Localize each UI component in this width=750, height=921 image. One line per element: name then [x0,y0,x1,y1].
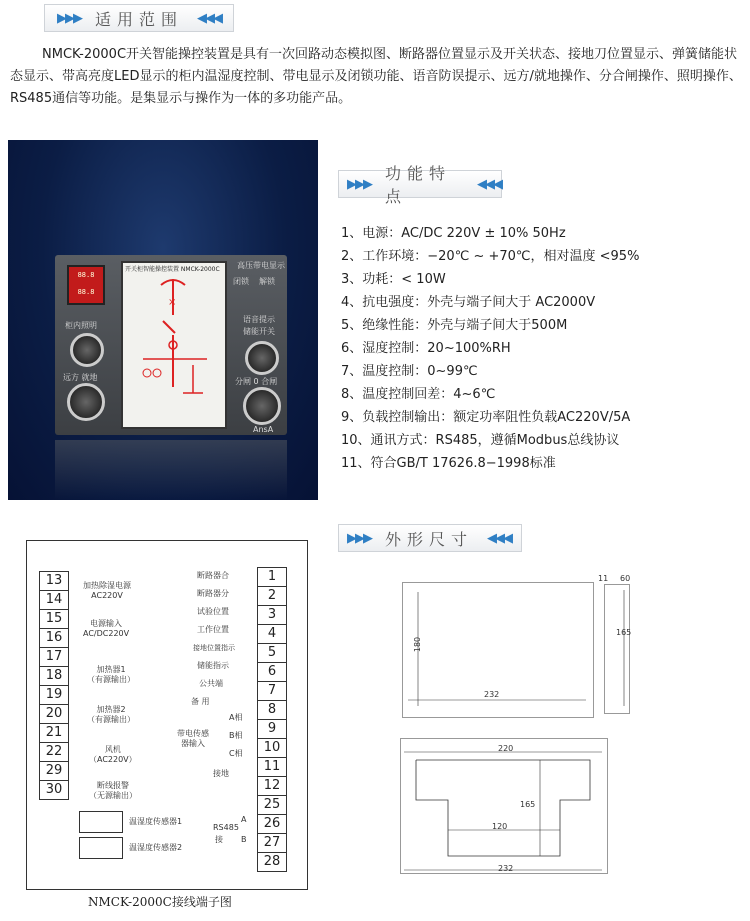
ground-position-label: 接地位置指示 [193,644,235,652]
terminal: 17 [40,648,68,667]
terminal: 6 [258,663,286,682]
lock-label: 闭锁 [233,277,249,286]
scope-header [44,4,234,32]
cutout-outline [400,738,608,874]
energy-knob [245,341,279,375]
terminal: 11 [258,758,286,777]
voice-prompt-label: 语音提示 [243,315,275,324]
side-height-dim: 165 [616,628,632,637]
lighting-knob-label: 柜内照明 [65,321,97,330]
side-thickness2-dim: 60 [620,574,631,583]
cutout-inner-dim: 120 [492,822,508,831]
spec-item: 9、负载控制输出：额定功率阻性负载AC220V/5A [341,410,631,425]
terminal: 8 [258,701,286,720]
spec-item: 11、符合GB/T 17626.8−1998标准 [341,456,556,471]
sensor-input-label: 带电传感 器输入 [177,729,209,748]
live-indicator-label: 高压带电显示 [237,261,285,270]
spec-item: 4、抗电强度：外壳与端子间大于 AC2000V [341,295,596,310]
temp-humidity-display: 88.8 88.8 [67,265,105,305]
triple-arrow-right-icon: ▶▶▶ [57,10,81,26]
rs485-label: RS485 [213,823,239,832]
spare-label: 备 用 [191,697,210,706]
terminal: 2 [258,587,286,606]
front-width-dim: 232 [484,690,500,699]
mimic-diagram-graphic [123,275,225,425]
spec-item: 3、功耗：< 10W [341,272,446,287]
terminal: 19 [40,686,68,705]
heater-power-label: 加热除湿电源 AC220V [83,581,131,600]
power-input-label: 电源输入 AC/DC220V [83,619,130,638]
terminal: 4 [258,625,286,644]
rs485-a-label: A [241,815,247,824]
right-terminal-column [257,567,287,872]
test-position-label: 试验位置 [197,607,229,616]
phase-a-label: A相 [229,713,243,722]
open-close-label: 分闸 0 合闸 [235,377,278,386]
terminal: 21 [40,724,68,743]
terminal: 7 [258,682,286,701]
terminal: 18 [40,667,68,686]
lighting-knob [70,333,104,367]
terminal: 28 [258,853,286,872]
sensor1-connector [79,811,123,833]
device-panel [55,255,287,435]
brand-label: AnsA [253,425,274,434]
side-thickness1-dim: 11 [598,574,609,583]
common-terminal-label: 公共端 [199,679,223,688]
cutout-height-dim: 165 [520,800,536,809]
terminal: 14 [40,591,68,610]
spec-item: 1、电源：AC/DC 220V ± 10% 50Hz [341,226,566,241]
broken-line-alarm-label: 断线报警 （无源输出） [89,781,137,800]
spec-item: 7、温度控制：0~99℃ [341,364,478,379]
dims-header [338,524,522,552]
terminal: 20 [40,705,68,724]
features-header [338,164,502,206]
terminal: 10 [258,739,286,758]
spec-item: 10、通讯方式：RS485，遵循Modbus总线协议 [341,433,620,448]
work-position-label: 工作位置 [197,625,229,634]
side-outline [604,584,630,714]
panel-reflection [55,440,287,500]
svg-text:×: × [168,297,177,308]
terminal: 5 [258,644,286,663]
terminal: 22 [40,743,68,762]
terminal: 12 [258,777,286,796]
cutout-bottom-dim: 232 [498,864,514,873]
terminal: 13 [40,572,68,591]
phase-b-label: B相 [229,731,243,740]
screen-title: 开关柜智能操控装置 NMCK-2000C [125,266,220,273]
wiring-caption: NMCK-2000C接线端子图 [88,895,232,909]
dims-title: 外形尺寸 [385,529,474,549]
heater1-label: 加热器1 （有源输出） [87,665,135,684]
spec-item: 8、温度控制回差：4~6℃ [341,387,496,402]
fan-label: 风机 （AC220V） [89,745,137,764]
phase-c-label: C相 [229,749,243,758]
terminal: 29 [40,762,68,781]
terminal: 26 [258,815,286,834]
terminal: 15 [40,610,68,629]
cutout-top-dim: 220 [498,744,514,753]
rs485-b-label: B [241,835,247,844]
triple-arrow-left-icon: ◀◀◀ [477,176,501,192]
remote-local-label: 远方 就地 [63,373,98,382]
triple-arrow-left-icon: ◀◀◀ [487,530,512,546]
remote-local-knob [67,383,105,421]
features-title: 功能特点 [385,164,452,206]
sensor2-label: 温湿度传感器2 [129,843,183,852]
terminal: 27 [258,834,286,853]
spec-item: 5、绝缘性能：外壳与端子间大于500M [341,318,568,333]
spec-list [341,222,639,475]
sensor2-connector [79,837,123,859]
triple-arrow-right-icon: ▶▶▶ [347,176,371,192]
breaker-open-label: 断路器分 [197,589,229,598]
energy-switch-label: 储能开关 [243,327,275,336]
sensor1-label: 温湿度传感器1 [129,817,183,826]
triple-arrow-right-icon: ▶▶▶ [347,530,371,546]
intro-paragraph: NMCK-2000C开关智能操控装置是具有一次回路动态模拟图、断路器位置显示及开关状态、接地刀位置显示、弹簧储能状态显示、带高亮度LED显示的柜内温湿度控制、带电显示及闭锁功能、语音防误提示、远方/就地操作、分合闸操作、照明操作、RS485通信等功能。是集显示与操作为一体的多功能产品。 [10,47,742,106]
spec-item: 6、湿度控制：20~100%RH [341,341,511,356]
unlock-label: 解锁 [259,277,275,286]
wiring-diagram [26,540,308,890]
rs485-ground-label: 接 [215,835,223,844]
open-close-knob [243,387,281,425]
mimic-diagram-screen [121,261,227,429]
energy-indicator-label: 储能指示 [197,661,229,670]
front-height-dim: 180 [413,636,423,653]
scope-title: 适用范围 [95,9,184,29]
terminal: 16 [40,629,68,648]
triple-arrow-left-icon: ◀◀◀ [197,10,222,26]
breaker-close-label: 断路器合 [197,571,229,580]
left-terminal-column [39,571,69,800]
terminal: 1 [258,568,286,587]
terminal: 30 [40,781,68,800]
ground-label: 接地 [213,769,229,778]
spec-item: 2、工作环境：−20℃ ~ +70℃，相对温度 <95% [341,249,640,264]
heater2-label: 加热器2 （有源输出） [87,705,135,724]
terminal: 9 [258,720,286,739]
product-photo [8,140,318,500]
terminal: 3 [258,606,286,625]
terminal: 25 [258,796,286,815]
